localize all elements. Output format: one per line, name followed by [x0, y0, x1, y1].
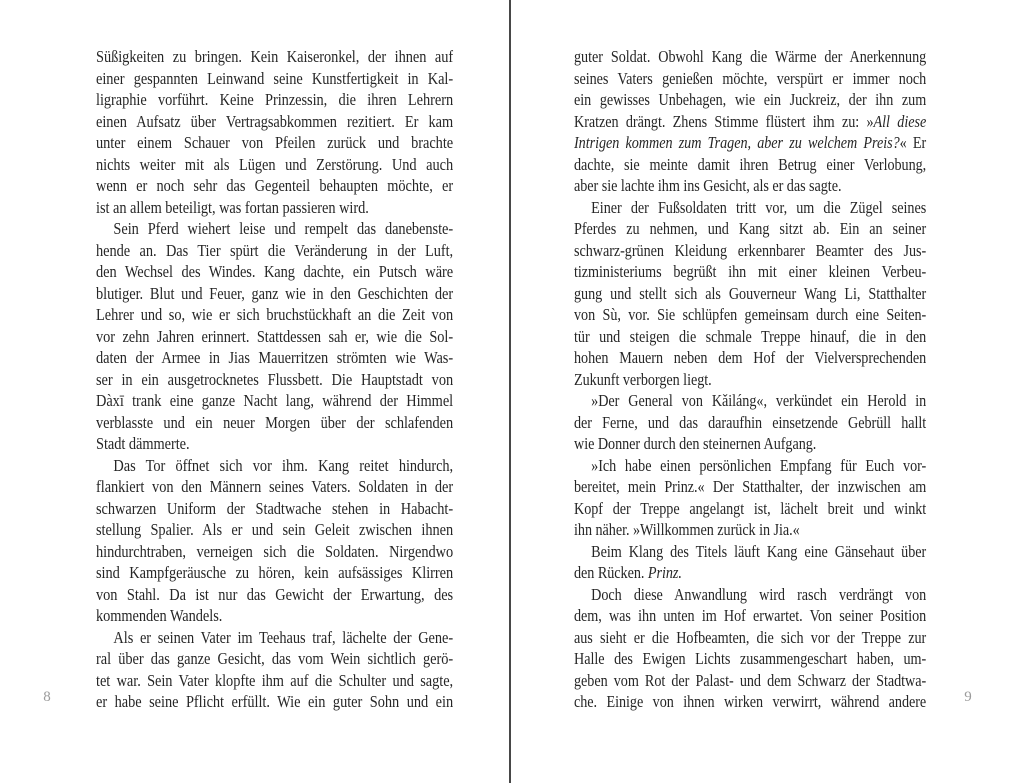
text-line: den Wechsel des Windes. Kang dachte, ein Putsch wäre: [96, 262, 454, 281]
text-line: tür und steigen die schmale Treppe hinauf, die in den: [574, 326, 927, 346]
text-line: tet war. Sein Vater klopfte ihm auf die Schulter und sagte,: [96, 670, 454, 690]
text-line: Beim Klang des Titels läuft Kang eine Gänsehaut über: [591, 541, 927, 561]
page-number-right: 9: [964, 689, 972, 705]
text-line: Das Tor öffnet sich vor ihm. Kang reitet hindurch,: [113, 455, 454, 475]
text-line: che. Einige von ihnen wirken verwirrt, während andere: [574, 692, 927, 711]
text-line: ligraphie vorführt. Keine Prinzessin, die ihren Lehrern: [96, 90, 454, 109]
page-9-text: [574, 46, 926, 713]
text-line: seines Vaters genießen möchte, verspürt er immer noch: [574, 68, 927, 88]
page-number-left: 8: [43, 689, 51, 705]
text-line: von Sù, vor. Sie schlüpfen gemeinsam durch eine Seiten-: [574, 305, 927, 324]
text-line: aber sie lachte ihm ins Gesicht, als er das sagte.: [574, 176, 842, 195]
text-line: Als er seinen Vater im Teehaus traf, lächelte der Gene-: [113, 627, 454, 647]
text-line: hindurchtraben, verneigen sich die Soldaten. Nirgendwo: [96, 541, 454, 561]
text-line: stellung Spalier. Als er und sein Geleit zwischen ihnen: [96, 520, 454, 539]
text-line: sind Kampfgeräusche zu hören, kein aufsässiges Klirren: [96, 563, 454, 582]
text-line: von Stahl. Da ist nur das Gewicht der Erwartung, des: [96, 584, 454, 604]
text-line: guter Soldat. Obwohl Kang die Wärme der Anerkennung: [574, 47, 927, 66]
text-line: wie Donner durch den steinernen Aufgang.: [574, 434, 817, 453]
text-line: hende an. Das Tier spürt die Veränderung in der Luft,: [96, 240, 454, 260]
text-line: Kratzen drängt. Zhens Stimme flüstert ihm zu: »All diese: [574, 111, 927, 131]
text-line: kommenden Wandels.: [96, 606, 223, 625]
text-line: den Rücken. Prinz.: [574, 563, 682, 582]
text-line: dachte, sie meinte damit ihren Betrug einer Verlobung,: [574, 154, 927, 174]
text-line: Sein Pferd wiehert leise und rempelt das danebenste-: [113, 219, 454, 238]
text-line: Kopf der Treppe angelangt ist, lächelt breit und winkt: [574, 498, 927, 518]
text-line: ein gewisses Unbehagen, wie ein Juckreiz, der ihn zum: [574, 90, 927, 109]
text-line: wenn er noch sehr das Gegenteil behaupten möchte, er: [96, 176, 454, 195]
text-line: hohen Mauern neben dem Hof der Vielversprechenden: [574, 348, 927, 367]
text-line: Doch diese Anwandlung wird rasch verdrängt von: [591, 584, 927, 604]
text-line: dem, was ihn unten im Hof erwartet. Von seiner Position: [574, 606, 927, 625]
text-line: flankiert von den Männern seines Vaters. Soldaten in der: [96, 477, 454, 496]
page-8-text: [96, 46, 453, 713]
text-line: tizministeriums begrüßt ihn mit einer kleinen Verbeu-: [574, 262, 927, 281]
text-line: gung und stellt sich als Gouverneur Wang Li, Statthalter: [574, 283, 927, 303]
text-line: Dàxī trank eine ganze Nacht lang, während der Himmel: [96, 391, 454, 410]
text-line: Pferdes zu nehmen, und Kang sitzt ab. Ein an seiner: [574, 219, 927, 238]
text-line: unter einem Schauer von Pfeilen zurück und brachte: [96, 133, 454, 152]
text-line: Stadt dämmerte.: [96, 434, 190, 453]
text-line: schwarz-grünen Kleidung erkennbarer Beamter des Jus-: [574, 240, 927, 260]
text-line: ist an allem beteiligt, was fortan passieren wird.: [96, 197, 369, 217]
text-line: vor zehn Jahren erinnert. Stattdessen sah er, wie die Sol-: [96, 326, 454, 346]
text-line: bereitet, mein Prinz.« Der Statthalter, der inzwischen am: [574, 477, 927, 496]
text-line: »Der General von Kǎiláng«, verkündet ein Herold in: [591, 391, 927, 410]
text-line: Einer der Fußsoldaten tritt vor, um die Zügel seines: [591, 197, 927, 217]
text-line: »Ich habe einen persönlichen Empfang für Euch vor-: [591, 455, 927, 475]
text-line: Halle des Ewigen Lichts zusammengeschart haben, um-: [574, 649, 927, 668]
text-line: daten der Armee in Jias Mauerritzen strömten wie Was-: [96, 348, 454, 367]
text-line: einen Aufsatz über Vertragsabkommen rezitiert. Er kam: [96, 111, 454, 131]
text-line: ral über das ganze Gesicht, das vom Wein sichtlich gerö-: [96, 649, 454, 668]
text-line: geben vom Rot der Palast- und dem Schwarz der Stadtwa-: [574, 670, 927, 690]
text-line: Lehrer und so, wie er sich bruchstückhaft an die Zeit von: [96, 305, 454, 324]
gutter-divider: [509, 0, 511, 783]
text-line: der Ferne, und das daraufhin einsetzende Gebrüll hallt: [574, 412, 927, 432]
text-line: ser in ein ausgetrocknetes Flussbett. Die Hauptstadt von: [96, 369, 454, 389]
text-line: blutiger. Blut und Feuer, ganz wie in den Geschichten der: [96, 283, 454, 303]
text-line: ihn näher. »Willkommen zurück in Jia.«: [574, 520, 800, 539]
text-line: aus sieht er die Hofbeamten, die sich vor der Treppe zur: [574, 627, 927, 647]
text-line: verblasste und ein neuer Morgen über der schlafenden: [96, 412, 454, 432]
text-line: nichts weiter mit als Lügen und Zerstörung. Und auch: [96, 154, 454, 174]
text-line: Süßigkeiten zu bringen. Kein Kaiseronkel, der ihnen auf: [96, 47, 454, 66]
text-line: Intrigen kommen zum Tragen, aber zu welchem Preis?« Er: [574, 133, 927, 152]
text-line: er habe seine Pflicht erfüllt. Wie ein guter Sohn und ein: [96, 692, 454, 711]
text-line: einer gespannten Leinwand seine Kunstfertigkeit in Kal-: [96, 68, 454, 88]
text-line: Zukunft verborgen liegt.: [574, 369, 712, 389]
text-line: schwarzen Uniform der Stadtwache stehen in Habacht-: [96, 498, 454, 518]
